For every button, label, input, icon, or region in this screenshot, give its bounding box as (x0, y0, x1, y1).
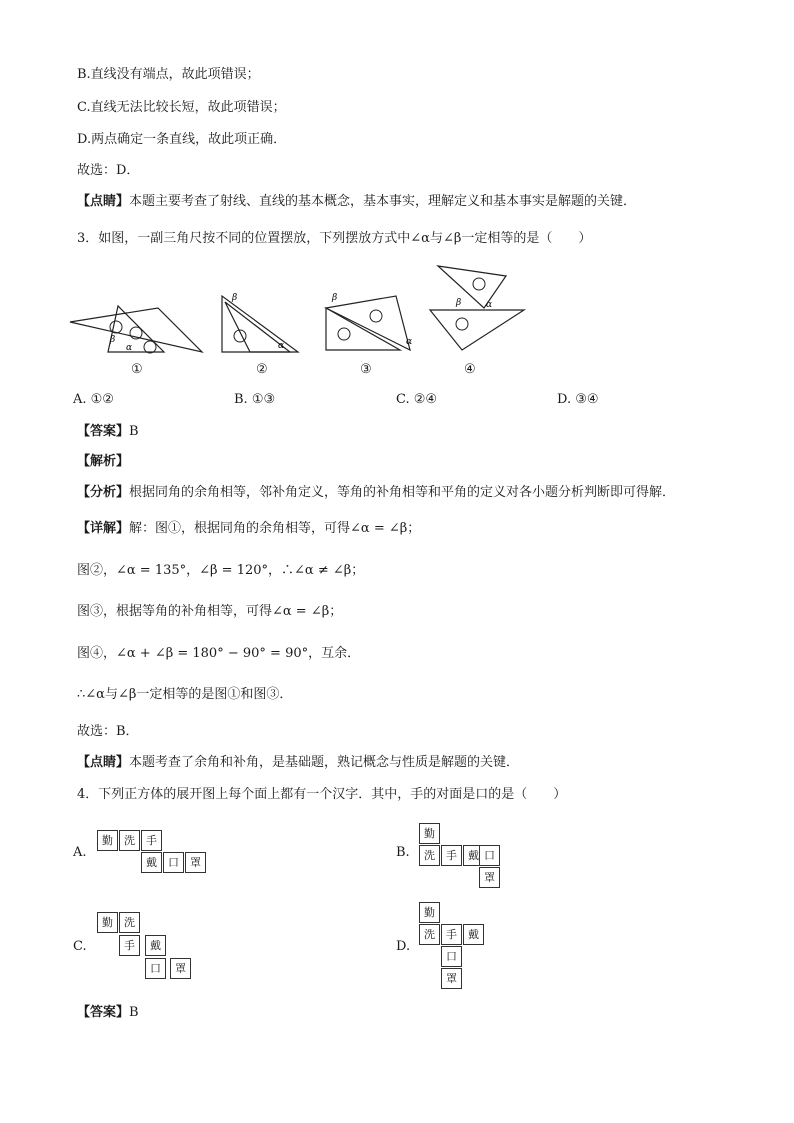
net-cell: 洗 (119, 830, 140, 851)
key-point-text: 本题主要考查了射线、直线的基本概念，基本事实，理解定义和基本事实是解题的关键． (129, 194, 637, 209)
q4-option-d-letter: D. (396, 939, 411, 954)
key-point-tag: 【点睛】 (77, 194, 130, 209)
analysis-text (77, 484, 675, 502)
net-cell: 口 (441, 946, 462, 967)
fig2-explanation: 图②，∠α = 135°，∠β = 120°，∴∠α ≠ ∠β； (77, 563, 365, 578)
answer-tag: 【答案】 (77, 424, 130, 439)
net-cell: 洗 (419, 845, 440, 866)
q4-answer (77, 1004, 139, 1022)
detail-text (77, 520, 420, 538)
analysis-heading: 【解析】 (77, 454, 130, 469)
q3-answer (77, 423, 139, 441)
figure-3-label: ③ (360, 362, 372, 377)
fig2-beta: β (232, 293, 238, 303)
fig2-alpha: α (278, 341, 285, 351)
q3-option-c: C. ②④ (396, 392, 438, 407)
fig1-alpha: α (126, 343, 133, 353)
q4-option-c-letter: C. (73, 939, 87, 954)
net-cell: 罩 (170, 958, 191, 979)
fig4-alpha: α (486, 300, 493, 310)
q4-option-a-letter: A. (73, 845, 87, 860)
fig4-explanation: 图④，∠α + ∠β = 180° − 90° = 90°，互余． (77, 646, 361, 661)
net-cell: 口 (479, 845, 500, 866)
answer-tag-2: 【答案】 (77, 1005, 130, 1020)
figure-1-label: ① (131, 362, 143, 377)
key-point-2-text: 本题考查了余角和补角，是基础题，熟记概念与性质是解题的关键． (129, 755, 520, 770)
option-b-explanation: B.直线没有端点，故此项错误； (77, 67, 260, 82)
figure-4 (428, 264, 528, 354)
key-point-2 (77, 754, 519, 772)
question-4: 4．下列正方体的展开图上每个面上都有一个汉字．其中，手的对面是口的是（ ） (77, 787, 567, 802)
figure-3 (324, 294, 419, 356)
choice-line: 故选：D． (77, 163, 140, 178)
answer-value: B (129, 424, 139, 439)
fig3-beta: β (332, 293, 338, 303)
conclusion: ∴∠α与∠β一定相等的是图①和图③． (77, 687, 293, 702)
q3-option-a: A. ①② (73, 392, 114, 407)
net-cell: 勤 (97, 830, 118, 851)
detail-body: 解：图①，根据同角的余角相等，可得∠α = ∠β； (129, 521, 421, 536)
key-point-2-tag: 【点睛】 (77, 755, 130, 770)
net-cell: 罩 (479, 867, 500, 888)
fig3-alpha: α (406, 337, 413, 347)
q4-option-b-letter: B. (396, 845, 410, 860)
analysis-tag: 【分析】 (77, 485, 130, 500)
net-cell: 洗 (119, 912, 140, 933)
net-cell: 戴 (145, 935, 166, 956)
net-cell: 口 (145, 958, 166, 979)
key-point-1 (77, 193, 636, 211)
q3-option-d: D. ③④ (557, 392, 599, 407)
fig4-beta: β (456, 298, 462, 308)
net-cell: 手 (119, 935, 140, 956)
figure-1 (70, 300, 205, 360)
question-3: 3．如图，一副三角尺按不同的位置摆放，下列摆放方式中∠α与∠β一定相等的是（ ） (77, 231, 592, 246)
q3-option-b: B. ①③ (234, 392, 276, 407)
choose-b: 故选：B． (77, 724, 139, 739)
answer-value-2: B (129, 1005, 139, 1020)
net-cell: 口 (163, 852, 184, 873)
analysis-body: 根据同角的余角相等，邻补角定义，等角的补角相等和平角的定义对各小题分析判断即可得解． (129, 485, 676, 500)
net-cell: 手 (141, 830, 162, 851)
net-cell: 手 (441, 924, 462, 945)
net-cell: 手 (441, 845, 462, 866)
net-cell: 勤 (419, 823, 440, 844)
net-cell: 戴 (463, 845, 484, 866)
net-cell: 戴 (141, 852, 162, 873)
net-cell: 戴 (463, 924, 484, 945)
fig1-beta: β (110, 335, 116, 345)
option-d-explanation: D.两点确定一条直线，故此项正确． (77, 132, 287, 147)
net-cell: 罩 (441, 968, 462, 989)
fig3-explanation: 图③，根据等角的补角相等，可得∠α = ∠β； (77, 604, 343, 619)
figure-4-label: ④ (464, 362, 476, 377)
option-c-explanation: C.直线无法比较长短，故此项错误； (77, 100, 286, 115)
net-cell: 勤 (419, 902, 440, 923)
net-cell: 勤 (97, 912, 118, 933)
figure-2 (220, 294, 300, 354)
detail-tag: 【详解】 (77, 521, 130, 536)
net-cell: 洗 (419, 924, 440, 945)
figure-2-label: ② (256, 362, 268, 377)
net-cell: 罩 (185, 852, 206, 873)
